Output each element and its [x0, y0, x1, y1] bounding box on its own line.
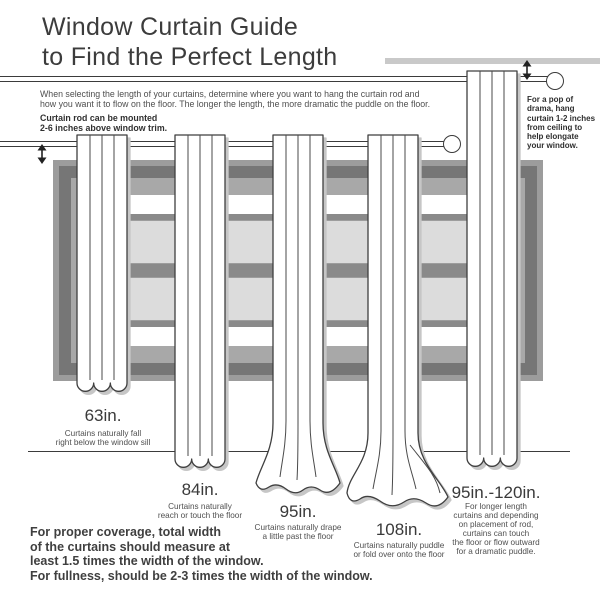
rod-mount-note-line1: Curtain rod can be mounted: [40, 113, 158, 123]
range-arrow-icon: [35, 144, 49, 164]
length-label-95-120in: 95in.-120in.: [451, 483, 541, 502]
caption-63in: Curtains naturally fall right below the window sill: [55, 429, 151, 447]
length-label-63in: 63in.: [84, 406, 122, 425]
curtain-108in-graphic: [340, 133, 460, 518]
curtain-84in-graphic: [172, 133, 228, 479]
intro-line2: how you want it to flow on the floor. The longer the length, the more dramatic the puddle on the floor.: [40, 98, 431, 109]
rod-mount-note: [40, 114, 167, 133]
caption-84in: Curtains naturally reach or touch the floor: [157, 502, 243, 520]
page-title-line1: Window Curtain Guide: [42, 13, 299, 41]
coverage-note: For proper coverage, total width of the curtains should measure at least 1.5 times the width of the window. For fullness, should be 2-3 times the width of the window.: [30, 525, 373, 583]
ceiling-bar: [385, 58, 600, 64]
rod-finial-icon: [546, 72, 564, 90]
caption-95-120in: For longer length curtains and depending on placement of rod, curtains can touch the floor or flow outward for a dramatic puddle.: [452, 502, 540, 556]
page-title-line2: to Find the Perfect Length: [42, 43, 338, 71]
page-title: [42, 12, 337, 72]
length-label-84in: 84in.: [181, 480, 219, 499]
caption-108in: Curtains naturally puddle or fold over onto the floor: [353, 541, 445, 559]
length-label-95in: 95in.: [279, 502, 317, 521]
curtain-95in-graphic: [250, 133, 346, 505]
caption-95in: Curtains naturally drape a little past the floor: [254, 523, 342, 541]
ceiling-note: For a pop of drama, hang curtain 1-2 inches from ceiling to help elongate your window.: [527, 95, 596, 151]
intro-line1: When selecting the length of your curtains, determine where you want to hang the curtain rod and: [40, 89, 420, 99]
curtain-63in-graphic: [74, 133, 130, 397]
length-label-108in: 108in.: [375, 520, 423, 539]
rod-mount-note-line2: 2-6 inches above window trim.: [40, 122, 168, 133]
range-arrow-icon: [520, 60, 534, 80]
curtain-95-120in-graphic: [464, 69, 520, 481]
intro-text: [40, 90, 430, 110]
